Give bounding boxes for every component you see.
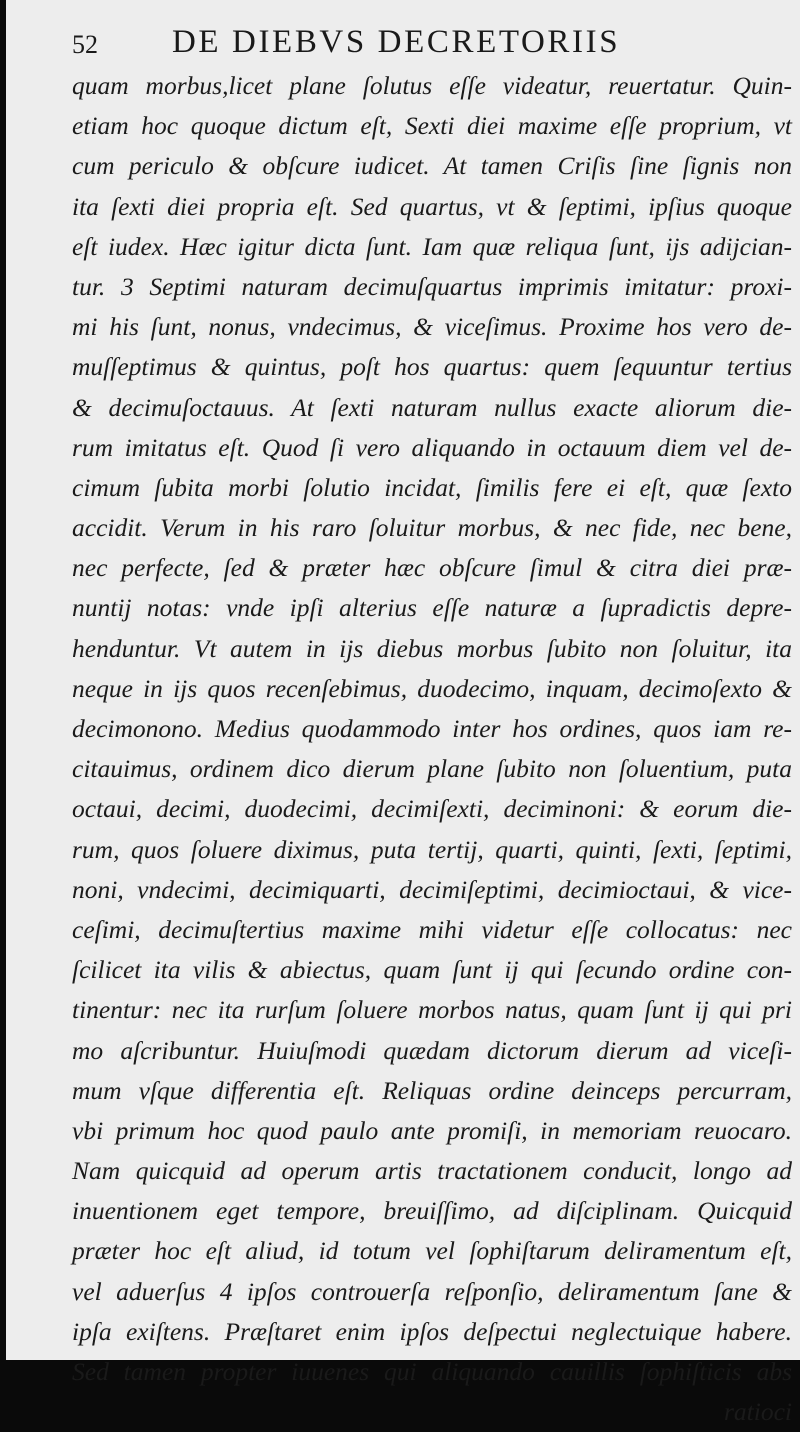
text-line: nec perfecte, ſed & præter hæc obſcure ſimul & citra diei præ- bbox=[72, 553, 792, 583]
text-line: henduntur. Vt autem in ijs diebus morbus ſubito non ſoluitur, ita bbox=[72, 633, 792, 663]
text-line: ceſimi, decimuſtertius maxime mihi videtur eſſe collocatus: nec bbox=[72, 914, 792, 944]
text-line: vbi primum hoc quod paulo ante promiſi, in memoriam reuocaro. bbox=[72, 1115, 792, 1145]
text-line: mo aſcribuntur. Huiuſmodi quædam dictorum dierum ad viceſi- bbox=[72, 1035, 792, 1065]
text-line: quam morbus,licet plane ſolutus eſſe videatur, reuertatur. Quin- bbox=[72, 71, 792, 100]
text-line: muſſeptimus & quintus, poſt hos quartus: quem ſequuntur tertius bbox=[72, 352, 792, 382]
text-line: citauimus, ordinem dico dierum plane ſubito non ſoluentium, puta bbox=[72, 754, 792, 784]
text-line: tinentur: nec ita rurſum ſoluere morbos natus, quam ſunt ij qui pri bbox=[72, 995, 792, 1025]
catchword: ratioci bbox=[724, 1397, 792, 1427]
text-line: decimonono. Medius quodammodo inter hos ordines, quos iam re- bbox=[72, 714, 792, 743]
text-line: Nam quicquid ad operum artis tractationem conducit, longo ad bbox=[72, 1156, 792, 1186]
text-line: mum vſque differentia eſt. Reliquas ordine deinceps percurram, bbox=[72, 1075, 792, 1105]
text-line: mi his ſunt, nonus, vndecimus, & viceſimus. Proxime hos vero de- bbox=[72, 312, 792, 342]
text-line: etiam hoc quoque dictum eſt, Sexti diei maxime eſſe proprium, vt bbox=[72, 111, 792, 141]
text-line: accidit. Verum in his raro ſoluitur morbus, & nec fide, nec bene, bbox=[72, 513, 792, 543]
text-line: ipſa exiſtens. Præſtaret enim ipſos deſpectui neglectuique habere. bbox=[72, 1316, 792, 1346]
text-line: ita ſexti diei propria eſt. Sed quartus, vt & ſeptimi, ipſius quoque bbox=[72, 191, 792, 221]
text-line: eſt iudex. Hæc igitur dicta ſunt. Iam quæ reliqua ſunt, ijs adijcian- bbox=[72, 231, 792, 261]
text-line: ſcilicet ita vilis & abiectus, quam ſunt ij qui ſecundo ordine con- bbox=[72, 955, 792, 985]
text-line: tur. 3 Septimi naturam decimuſquartus imprimis imitatur: proxi- bbox=[72, 271, 792, 301]
book-page bbox=[6, 0, 800, 1427]
text-line: cum periculo & obſcure iudicet. At tamen Criſis ſine ſignis non bbox=[72, 151, 792, 181]
text-line: noni, vndecimi, decimiquarti, decimiſeptimi, decimioctaui, & vice- bbox=[72, 874, 792, 904]
text-line: rum, quos ſoluere diximus, puta tertij, quarti, quinti, ſexti, ſeptimi, bbox=[72, 834, 792, 864]
text-line: octaui, decimi, duodecimi, decimiſexti, deciminoni: & eorum die- bbox=[72, 794, 792, 824]
text-line: nuntij notas: vnde ipſi alterius eſſe naturæ a ſupradictis depre- bbox=[72, 593, 792, 623]
text-line: rum imitatus eſt. Quod ſi vero aliquando in octauum diem vel de- bbox=[72, 432, 792, 462]
text-line: & decimuſoctauus. At ſexti naturam nullus exacte aliorum die- bbox=[72, 392, 792, 422]
text-line: præter hoc eſt aliud, id totum vel ſophiſtarum deliramentum eſt, bbox=[72, 1236, 792, 1266]
text-line: neque in ijs quos recenſebimus, duodecimo, inquam, decimoſexto & bbox=[72, 673, 792, 703]
body-text bbox=[72, 66, 792, 1432]
running-head: DE DIEBVS DECRETORIIS bbox=[172, 24, 621, 60]
text-line: Sed tamen propter iuuenes qui aliquando cauillis ſophiſticis abs bbox=[72, 1357, 792, 1386]
text-line: vel aduerſus 4 ipſos controuerſa reſponſio, deliramentum ſane & bbox=[72, 1276, 792, 1306]
text-line: inuentionem eget tempore, breuiſſimo, ad diſciplinam. Quicquid bbox=[72, 1196, 792, 1226]
page-number: 52 bbox=[72, 30, 98, 59]
text-line: cimum ſubita morbi ſolutio incidat, ſimilis fere ei eſt, quæ ſexto bbox=[72, 472, 792, 502]
page-header bbox=[66, 22, 766, 62]
